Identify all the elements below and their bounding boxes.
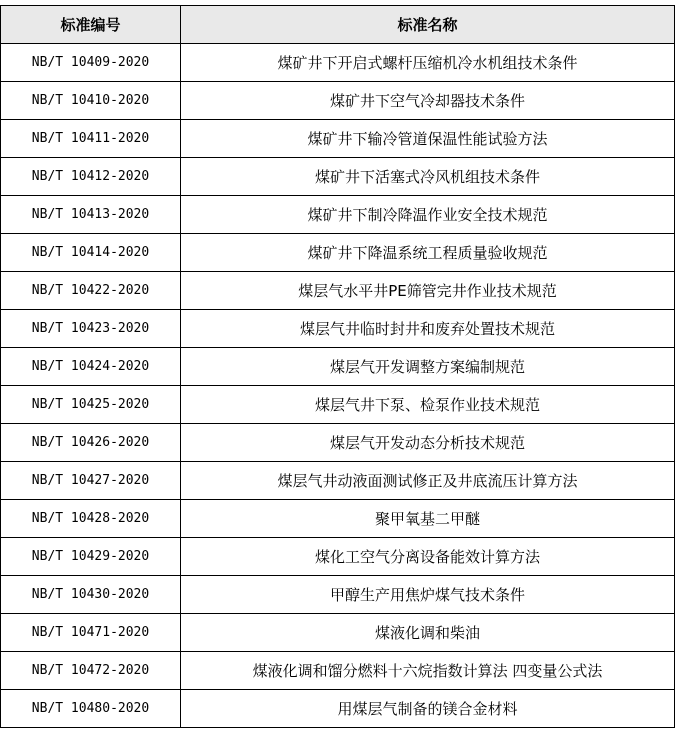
standard-number-cell: NB/T 10472-2020	[1, 652, 181, 690]
standard-name-cell: 煤层气水平井PE筛管完井作业技术规范	[181, 272, 675, 310]
standard-name-cell: 煤矿井下开启式螺杆压缩机冷水机组技术条件	[181, 44, 675, 82]
standard-number-cell: NB/T 10411-2020	[1, 120, 181, 158]
standard-number-cell: NB/T 10430-2020	[1, 576, 181, 614]
table-row	[1, 386, 675, 424]
table-row	[1, 690, 675, 728]
standard-number-cell: NB/T 10413-2020	[1, 196, 181, 234]
table-row	[1, 196, 675, 234]
table-header-row	[1, 6, 675, 44]
standard-name-cell: 煤层气井临时封井和废弃处置技术规范	[181, 310, 675, 348]
standard-name-cell: 聚甲氧基二甲醚	[181, 500, 675, 538]
standard-name-cell: 煤层气井动液面测试修正及井底流压计算方法	[181, 462, 675, 500]
standard-name-cell: 煤矿井下降温系统工程质量验收规范	[181, 234, 675, 272]
standard-name-cell: 甲醇生产用焦炉煤气技术条件	[181, 576, 675, 614]
standard-number-cell: NB/T 10471-2020	[1, 614, 181, 652]
table-row	[1, 120, 675, 158]
header-standard-name: 标准名称	[181, 6, 675, 44]
table-row	[1, 614, 675, 652]
table-row	[1, 44, 675, 82]
standard-name-cell: 煤化工空气分离设备能效计算方法	[181, 538, 675, 576]
table-body	[1, 44, 675, 728]
standard-name-cell: 用煤层气制备的镁合金材料	[181, 690, 675, 728]
standard-name-cell: 煤层气井下泵、检泵作业技术规范	[181, 386, 675, 424]
standard-name-cell: 煤液化调和馏分燃料十六烷指数计算法 四变量公式法	[181, 652, 675, 690]
standard-number-cell: NB/T 10426-2020	[1, 424, 181, 462]
standard-number-cell: NB/T 10480-2020	[1, 690, 181, 728]
table-row	[1, 158, 675, 196]
standard-number-cell: NB/T 10425-2020	[1, 386, 181, 424]
table-row	[1, 652, 675, 690]
table-row	[1, 348, 675, 386]
standard-name-cell: 煤矿井下输冷管道保温性能试验方法	[181, 120, 675, 158]
standard-name-cell: 煤层气开发动态分析技术规范	[181, 424, 675, 462]
table-row	[1, 82, 675, 120]
table-row	[1, 234, 675, 272]
standard-number-cell: NB/T 10428-2020	[1, 500, 181, 538]
table-row	[1, 310, 675, 348]
standard-number-cell: NB/T 10424-2020	[1, 348, 181, 386]
standard-number-cell: NB/T 10427-2020	[1, 462, 181, 500]
table-row	[1, 576, 675, 614]
standard-number-cell: NB/T 10429-2020	[1, 538, 181, 576]
table-row	[1, 538, 675, 576]
standard-number-cell: NB/T 10409-2020	[1, 44, 181, 82]
standard-name-cell: 煤层气开发调整方案编制规范	[181, 348, 675, 386]
table-row	[1, 272, 675, 310]
standard-number-cell: NB/T 10412-2020	[1, 158, 181, 196]
standard-name-cell: 煤矿井下空气冷却器技术条件	[181, 82, 675, 120]
table-row	[1, 424, 675, 462]
standard-name-cell: 煤矿井下制冷降温作业安全技术规范	[181, 196, 675, 234]
standard-number-cell: NB/T 10423-2020	[1, 310, 181, 348]
standard-number-cell: NB/T 10414-2020	[1, 234, 181, 272]
standard-name-cell: 煤液化调和柴油	[181, 614, 675, 652]
table-row	[1, 500, 675, 538]
standard-number-cell: NB/T 10422-2020	[1, 272, 181, 310]
header-standard-number: 标准编号	[1, 6, 181, 44]
table-row	[1, 462, 675, 500]
standard-name-cell: 煤矿井下活塞式冷风机组技术条件	[181, 158, 675, 196]
standards-table	[0, 5, 675, 728]
standard-number-cell: NB/T 10410-2020	[1, 82, 181, 120]
